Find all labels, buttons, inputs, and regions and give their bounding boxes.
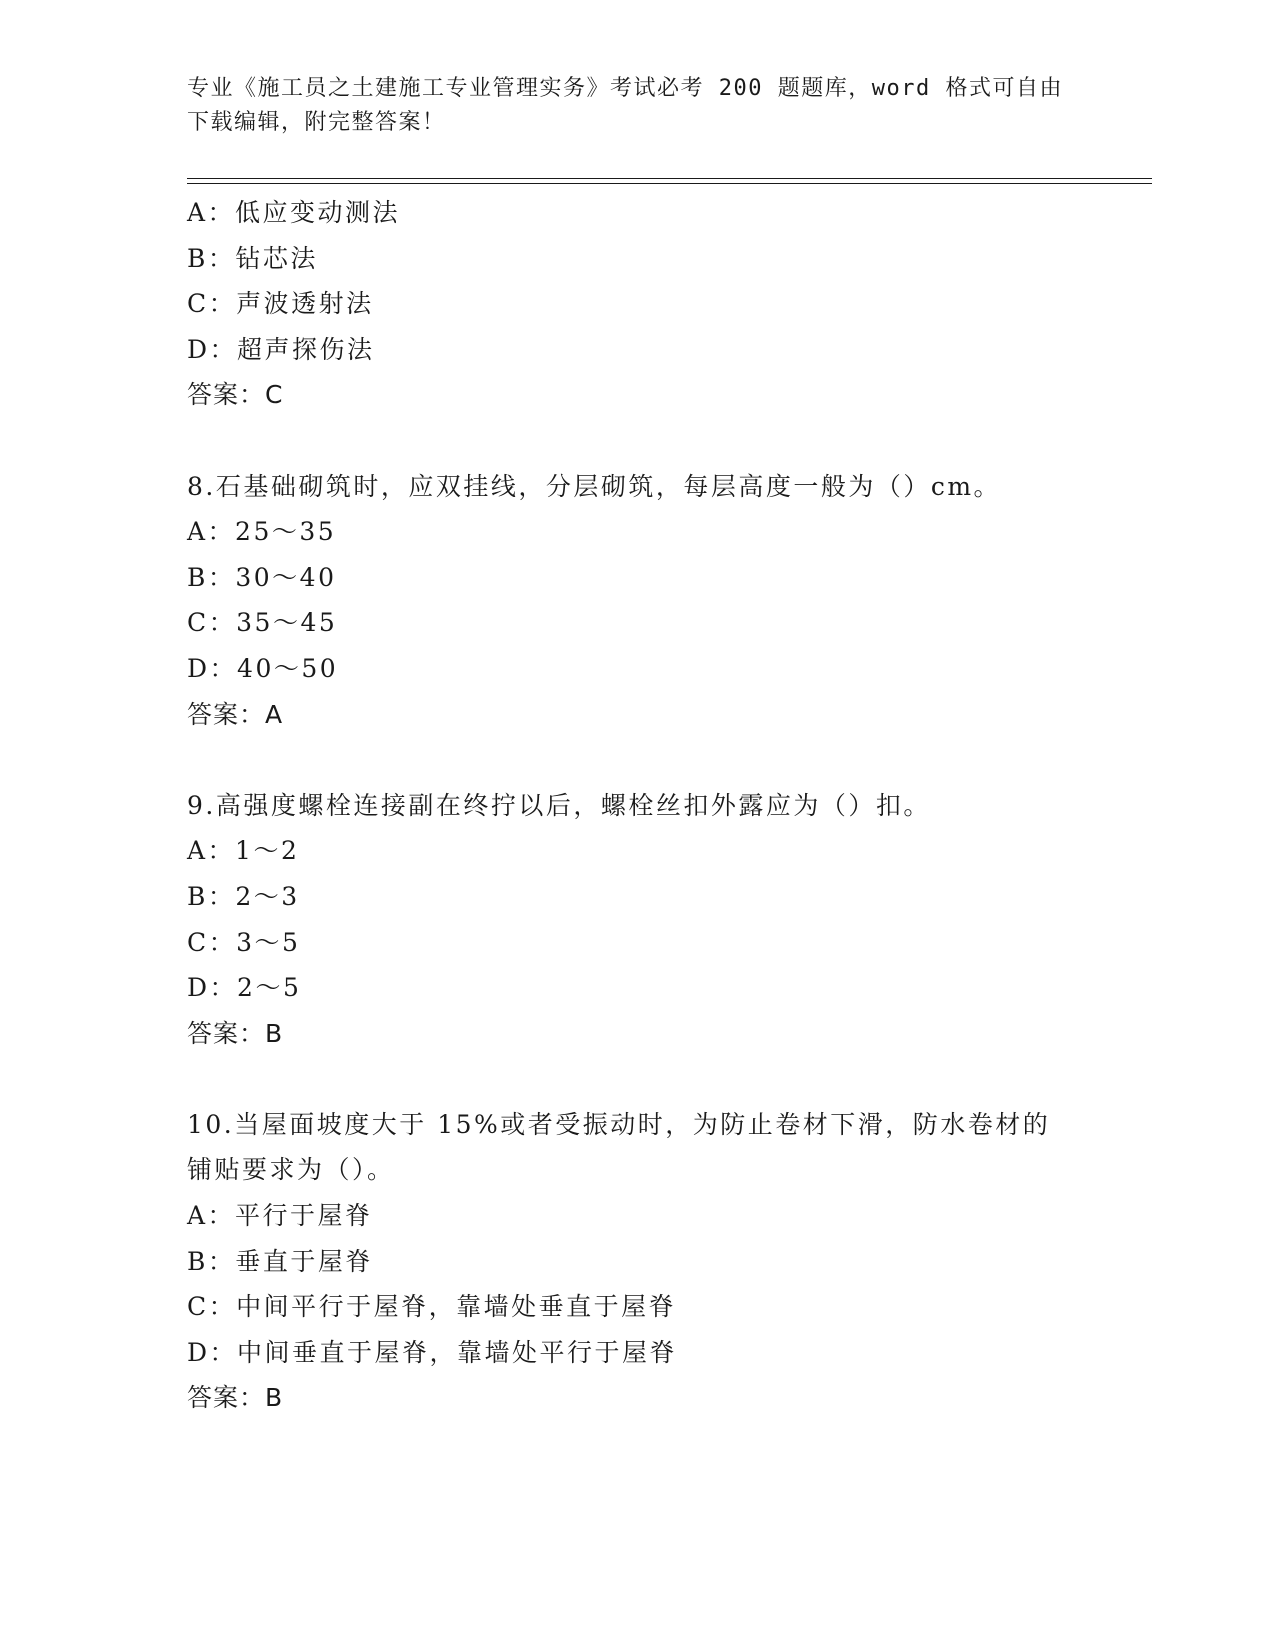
- question-text-line-2: 铺贴要求为（）。: [187, 1155, 395, 1185]
- question-list: [187, 190, 1087, 1421]
- answer-line: 答案：A: [187, 699, 284, 729]
- option-b: B：钻芯法: [187, 243, 318, 273]
- header-line-1: 专业《施工员之土建施工专业管理实务》考试必考 200 题题库，word 格式可自由: [187, 76, 1063, 101]
- header-line-2: 下载编辑，附完整答案！: [187, 110, 446, 135]
- option-a: A：1～2: [187, 836, 300, 866]
- question-block-7: [187, 190, 1087, 418]
- option-b: B：垂直于屋脊: [187, 1246, 373, 1276]
- question-text: 9.高强度螺栓连接副在终拧以后，螺栓丝扣外露应为（）扣。: [187, 790, 931, 820]
- answer-line: 答案：B: [187, 1018, 284, 1048]
- question-block-10: [187, 1102, 1087, 1421]
- option-d: D：超声探伤法: [187, 334, 375, 364]
- option-c: C：声波透射法: [187, 289, 374, 319]
- question-text-line-1: 10.当屋面坡度大于 15%或者受振动时，为防止卷材下滑，防水卷材的: [187, 1109, 1051, 1139]
- option-c: C：中间平行于屋脊，靠墙处垂直于屋脊: [187, 1292, 677, 1322]
- question-block-8: [187, 464, 1087, 738]
- option-c: C：35～45: [187, 608, 338, 638]
- option-c: C：3～5: [187, 927, 301, 957]
- question-text: 8.石基础砌筑时，应双挂线，分层砌筑，每层高度一般为（）cm。: [187, 471, 1002, 501]
- option-d: D：2～5: [187, 973, 302, 1003]
- header-divider-top: [187, 178, 1152, 179]
- option-d: D：中间垂直于屋脊，靠墙处平行于屋脊: [187, 1337, 678, 1367]
- question-block-9: [187, 783, 1087, 1057]
- option-b: B：30～40: [187, 562, 337, 592]
- document-header: [187, 72, 1077, 140]
- option-d: D：40～50: [187, 653, 339, 683]
- option-a: A：25～35: [187, 517, 337, 547]
- option-a: A：平行于屋脊: [187, 1201, 373, 1231]
- option-b: B：2～3: [187, 881, 300, 911]
- answer-line: 答案：C: [187, 380, 284, 410]
- header-divider-bottom: [187, 183, 1152, 184]
- answer-line: 答案：B: [187, 1383, 284, 1413]
- option-a: A：低应变动测法: [187, 198, 401, 227]
